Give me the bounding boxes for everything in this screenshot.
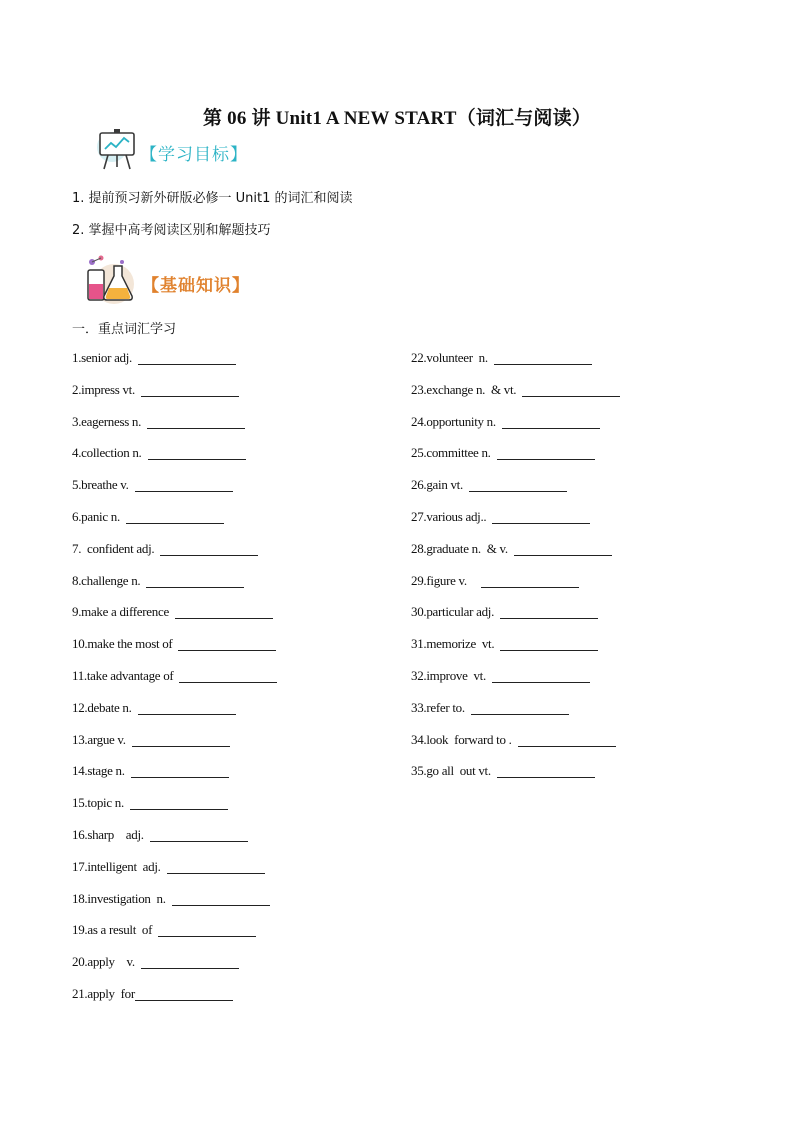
learning-goals-banner — [96, 127, 248, 171]
vocab-list-left — [72, 350, 277, 1018]
learning-goals-label: 【学习目标】 — [140, 144, 248, 165]
vocab-term: 11.take advantage of — [72, 667, 174, 683]
vocab-item — [411, 604, 620, 636]
answer-blank[interactable] — [522, 382, 620, 397]
vocab-item — [72, 827, 277, 859]
answer-blank[interactable] — [146, 573, 244, 588]
vocab-item — [411, 509, 620, 541]
vocab-term: 3.eagerness n. — [72, 413, 142, 429]
answer-blank[interactable] — [492, 668, 590, 683]
answer-blank[interactable] — [500, 604, 598, 619]
answer-blank[interactable] — [497, 763, 595, 778]
vocab-term: 15.topic n. — [72, 795, 124, 811]
vocab-item — [72, 350, 277, 382]
vocab-item — [72, 573, 277, 605]
vocab-term: 4.collection n. — [72, 445, 142, 461]
answer-blank[interactable] — [481, 573, 579, 588]
vocab-item — [411, 350, 620, 382]
basic-knowledge-banner — [84, 254, 250, 306]
vocab-term: 32.improve vt. — [411, 667, 486, 683]
answer-blank[interactable] — [494, 350, 592, 365]
vocab-item — [72, 986, 277, 1018]
vocab-term: 19.as a result of — [72, 922, 153, 938]
vocab-term: 20.apply v. — [72, 954, 135, 970]
vocab-item — [72, 604, 277, 636]
vocab-term: 13.argue v. — [72, 731, 126, 747]
answer-blank[interactable] — [179, 668, 277, 683]
vocab-term: 28.graduate n. & v. — [411, 540, 508, 556]
vocab-term: 14.stage n. — [72, 763, 125, 779]
vocab-item — [72, 382, 277, 414]
vocab-item — [72, 541, 277, 573]
answer-blank[interactable] — [150, 827, 248, 842]
vocab-term: 30.particular adj. — [411, 604, 495, 620]
basic-knowledge-label: 【基础知识】 — [142, 275, 250, 296]
vocab-item — [411, 382, 620, 414]
vocab-term: 24.opportunity n. — [411, 413, 496, 429]
page-title: 第 06 讲 Unit1 A NEW START（词汇与阅读） — [202, 108, 592, 129]
vocab-term: 31.memorize vt. — [411, 636, 495, 652]
answer-blank[interactable] — [178, 636, 276, 651]
vocab-term: 29.figure v. — [411, 572, 467, 588]
answer-blank[interactable] — [514, 541, 612, 556]
answer-blank[interactable] — [160, 541, 258, 556]
vocab-term: 18.investigation n. — [72, 890, 166, 906]
vocab-item — [72, 954, 277, 986]
answer-blank[interactable] — [130, 795, 228, 810]
vocab-item — [72, 636, 277, 668]
answer-blank[interactable] — [172, 891, 270, 906]
vocab-term: 8.challenge n. — [72, 572, 141, 588]
vocab-list-right — [411, 350, 620, 795]
answer-blank[interactable] — [138, 350, 236, 365]
goal-item-2: 2. 掌握中高考阅读区别和解题技巧 — [72, 223, 271, 238]
vocab-term: 12.debate n. — [72, 699, 132, 715]
vocab-item — [72, 477, 277, 509]
answer-blank[interactable] — [141, 954, 239, 969]
answer-blank[interactable] — [502, 414, 600, 429]
answer-blank[interactable] — [471, 700, 569, 715]
vocab-term: 2.impress vt. — [72, 381, 135, 397]
answer-blank[interactable] — [126, 509, 224, 524]
vocab-term: 35.go all out vt. — [411, 763, 491, 779]
answer-blank[interactable] — [135, 986, 233, 1001]
vocab-term: 27.various adj.. — [411, 508, 487, 524]
vocab-item — [72, 509, 277, 541]
vocab-term: 21.apply for — [72, 985, 135, 1001]
answer-blank[interactable] — [469, 477, 567, 492]
vocab-item — [72, 891, 277, 923]
answer-blank[interactable] — [518, 732, 616, 747]
vocab-item — [411, 668, 620, 700]
vocab-term: 16.sharp adj. — [72, 826, 144, 842]
answer-blank[interactable] — [175, 604, 273, 619]
vocab-term: 6.panic n. — [72, 508, 120, 524]
vocab-term: 5.breathe v. — [72, 477, 129, 493]
answer-blank[interactable] — [167, 859, 265, 874]
vocab-term: 10.make the most of — [72, 636, 173, 652]
vocab-item — [72, 668, 277, 700]
answer-blank[interactable] — [497, 445, 595, 460]
vocab-item — [411, 477, 620, 509]
section-heading: 一．重点词汇学习 — [72, 322, 177, 337]
vocab-item — [411, 700, 620, 732]
vocab-term: 22.volunteer n. — [411, 350, 488, 365]
vocab-term: 33.refer to. — [411, 699, 465, 715]
answer-blank[interactable] — [131, 763, 229, 778]
vocab-item — [72, 859, 277, 891]
vocab-term: 26.gain vt. — [411, 477, 463, 493]
vocab-item — [72, 414, 277, 446]
answer-blank[interactable] — [158, 922, 256, 937]
vocab-item — [411, 636, 620, 668]
vocab-item — [72, 922, 277, 954]
vocab-item — [72, 445, 277, 477]
vocab-item — [411, 573, 620, 605]
vocab-item — [411, 732, 620, 764]
vocab-item — [411, 541, 620, 573]
vocab-term: 23.exchange n. & vt. — [411, 381, 517, 397]
vocab-term: 9.make a difference — [72, 604, 169, 620]
vocab-item — [72, 795, 277, 827]
vocab-item — [411, 763, 620, 795]
vocab-term: 25.committee n. — [411, 445, 491, 461]
vocab-item — [72, 763, 277, 795]
answer-blank[interactable] — [500, 636, 598, 651]
answer-blank[interactable] — [132, 732, 230, 747]
vocab-item — [411, 414, 620, 446]
answer-blank[interactable] — [138, 700, 236, 715]
vocab-item — [72, 700, 277, 732]
vocab-term: 7. confident adj. — [72, 540, 155, 556]
vocab-item — [72, 732, 277, 764]
presentation-board-icon — [96, 127, 138, 171]
answer-blank[interactable] — [147, 414, 245, 429]
goal-item-1: 1. 提前预习新外研版必修一 Unit1 的词汇和阅读 — [72, 191, 353, 206]
answer-blank[interactable] — [141, 382, 239, 397]
answer-blank[interactable] — [148, 445, 246, 460]
answer-blank[interactable] — [492, 509, 590, 524]
lab-flask-icon — [84, 254, 136, 306]
vocab-term: 1.senior adj. — [72, 350, 133, 365]
answer-blank[interactable] — [135, 477, 233, 492]
vocab-term: 34.look forward to . — [411, 731, 512, 747]
vocab-item — [411, 445, 620, 477]
vocab-term: 17.intelligent adj. — [72, 858, 161, 874]
